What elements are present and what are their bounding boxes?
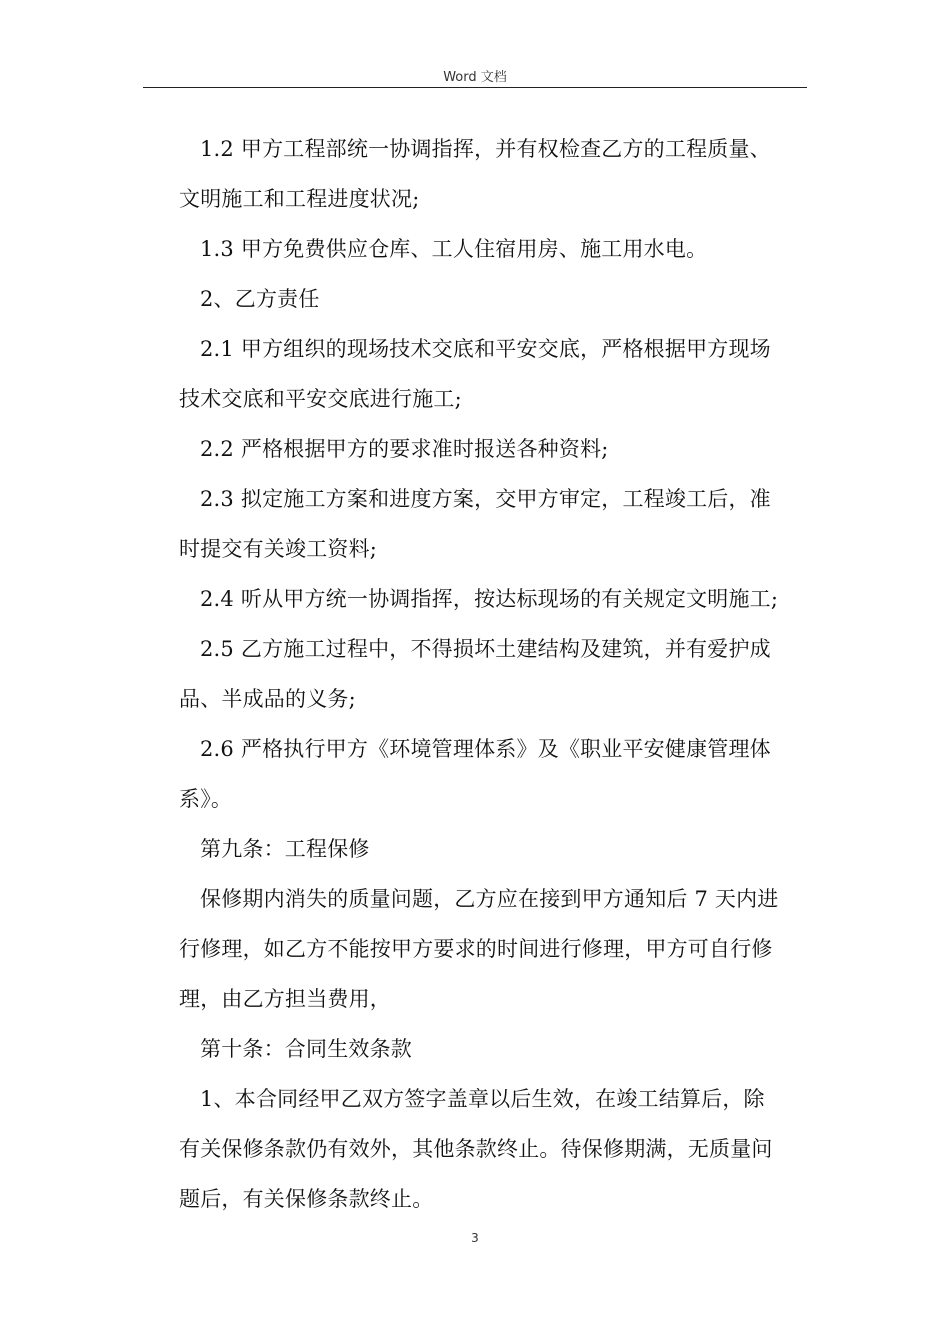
paragraph-line: 文明施工和工程进度状况;: [179, 187, 420, 211]
paragraph-line: 2.4 听从甲方统一协调指挥，按达标现场的有关规定文明施工;: [200, 587, 779, 611]
paragraph-line: 理，由乙方担当费用，: [179, 987, 391, 1011]
article-heading: 第九条：工程保修: [200, 837, 370, 861]
section-heading: 2、乙方责任: [200, 287, 320, 311]
document-body: [179, 124, 809, 1224]
paragraph-line: 2.3 拟定施工方案和进度方案，交甲方审定，工程竣工后，准: [200, 487, 771, 511]
paragraph-line: 品、半成品的义务;: [179, 687, 356, 711]
paragraph-line: 技术交底和平安交底进行施工;: [179, 387, 462, 411]
page-header: Word 文档: [443, 70, 507, 85]
paragraph-line: 行修理，如乙方不能按甲方要求的时间进行修理，甲方可自行修: [179, 937, 773, 961]
paragraph-line: 有关保修条款仍有效外，其他条款终止。待保修期满，无质量问: [179, 1137, 773, 1161]
header-divider: [143, 87, 807, 88]
paragraph-line: 保修期内消失的质量问题，乙方应在接到甲方通知后 7 天内进: [200, 887, 779, 911]
paragraph-line: 2.1 甲方组织的现场技术交底和平安交底，严格根据甲方现场: [200, 337, 771, 361]
paragraph-line: 1.2 甲方工程部统一协调指挥，并有权检查乙方的工程质量、: [200, 137, 771, 161]
paragraph-line: 2.5 乙方施工过程中，不得损坏土建结构及建筑，并有爱护成: [200, 637, 771, 661]
paragraph-line: 1.3 甲方免费供应仓库、工人住宿用房、施工用水电。: [200, 237, 708, 261]
paragraph-line: 题后，有关保修条款终止。: [179, 1187, 434, 1211]
page-number: 3: [471, 1231, 479, 1245]
paragraph-line: 2.2 严格根据甲方的要求准时报送各种资料;: [200, 437, 609, 461]
paragraph-line: 时提交有关竣工资料;: [179, 537, 378, 561]
article-heading: 第十条：合同生效条款: [200, 1037, 412, 1061]
paragraph-line: 2.6 严格执行甲方《环境管理体系》及《职业平安健康管理体: [200, 737, 771, 761]
paragraph-line: 1、本合同经甲乙双方签字盖章以后生效，在竣工结算后，除: [200, 1087, 765, 1111]
paragraph-line: 系》。: [179, 787, 233, 811]
